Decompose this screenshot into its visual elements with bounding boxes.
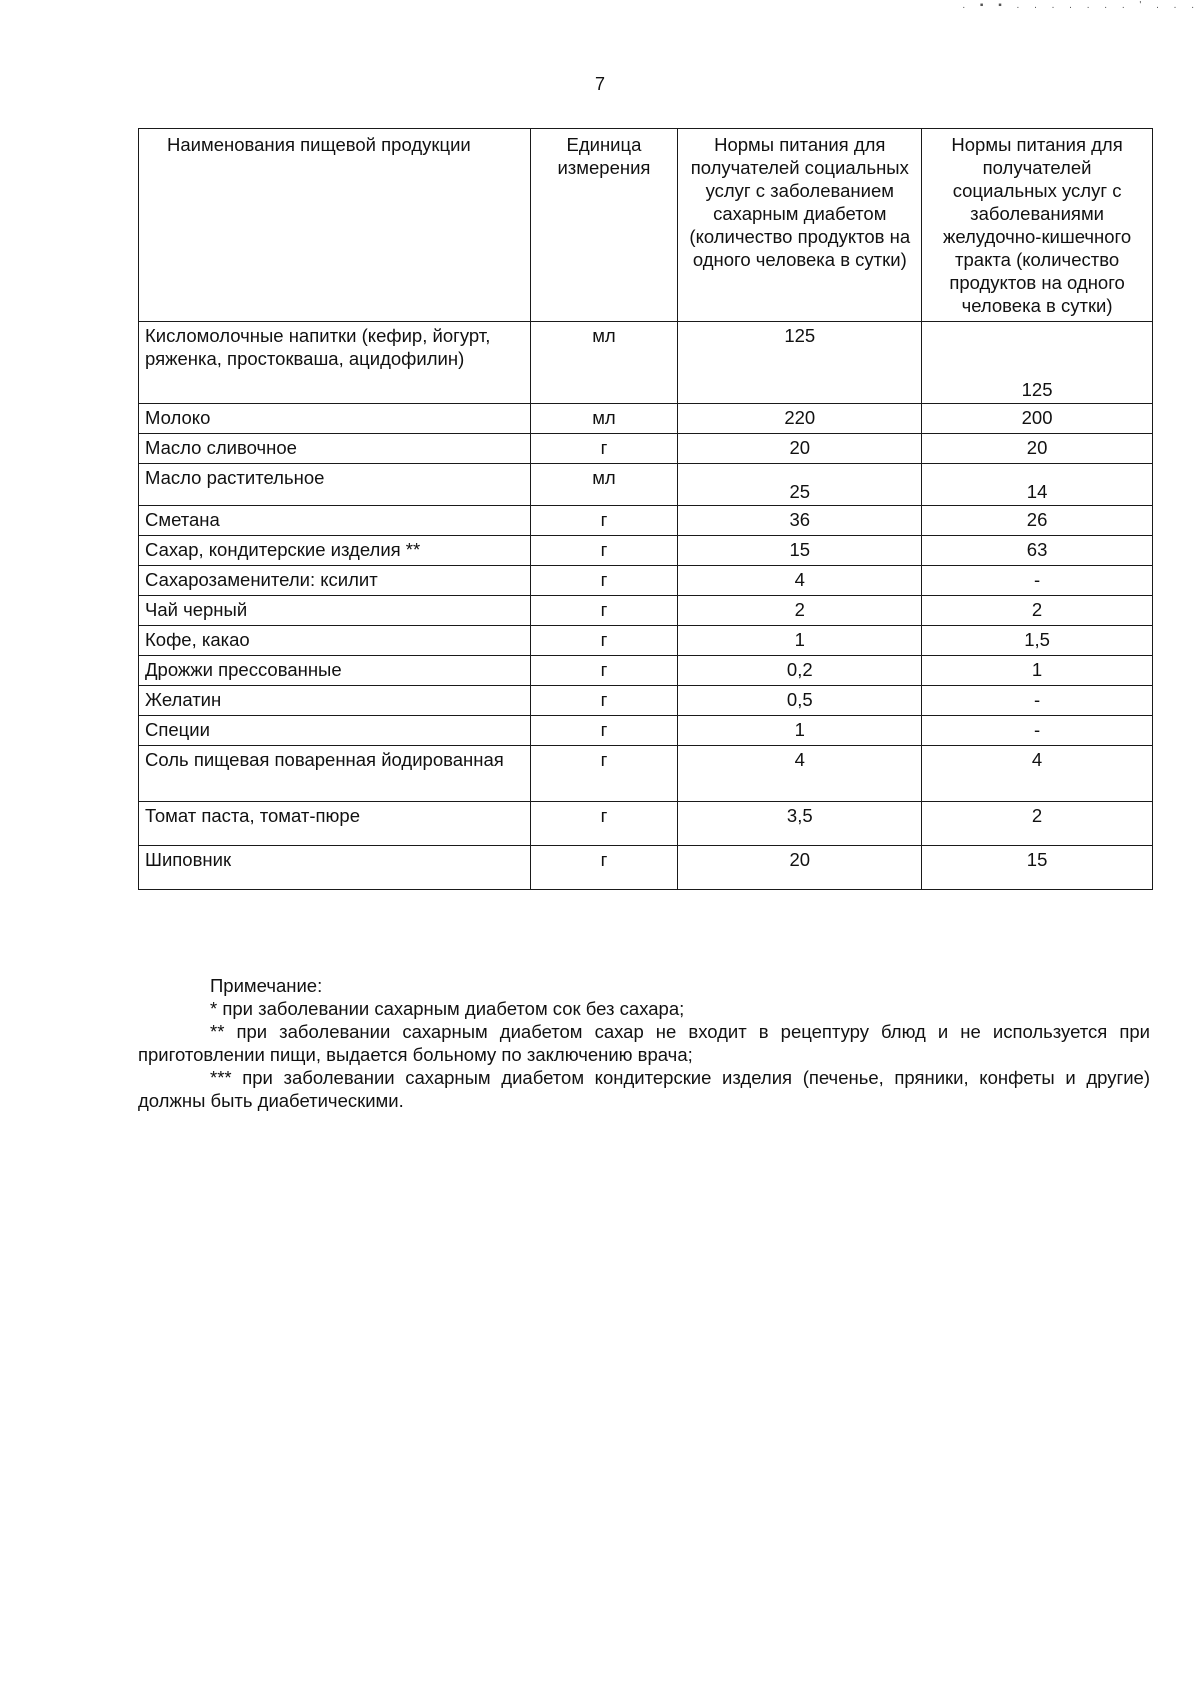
unit-cell: мл xyxy=(530,404,678,434)
unit-cell: мл xyxy=(530,464,678,506)
table-row xyxy=(139,626,1153,656)
unit-cell: г xyxy=(530,846,678,890)
product-name: Молоко xyxy=(139,404,531,434)
product-name: Специи xyxy=(139,716,531,746)
unit-cell: г xyxy=(530,566,678,596)
nutrition-norms-table xyxy=(138,128,1153,890)
page-number: 7 xyxy=(594,74,605,94)
table-row xyxy=(139,846,1153,890)
gi-value: 1,5 xyxy=(922,626,1153,656)
gi-value: 20 xyxy=(922,434,1153,464)
unit-cell: г xyxy=(530,746,678,802)
header-gi-norm: Нормы питания для получателей социальных услуг с заболеваниями желудочно-кишечного тракта (количество продуктов на одного человека в сутки) xyxy=(922,129,1153,322)
gi-value: 14 xyxy=(922,464,1153,506)
gi-value: 125 xyxy=(922,322,1153,404)
diabetes-value: 15 xyxy=(678,536,922,566)
unit-cell: г xyxy=(530,506,678,536)
product-name: Сахар, кондитерские изделия ** xyxy=(139,536,531,566)
table-row xyxy=(139,322,1153,404)
product-name: Чай черный xyxy=(139,596,531,626)
table-row xyxy=(139,566,1153,596)
diabetes-value: 20 xyxy=(678,846,922,890)
diabetes-value: 0,2 xyxy=(678,656,922,686)
table-row xyxy=(139,656,1153,686)
table-row xyxy=(139,686,1153,716)
diabetes-value: 25 xyxy=(678,464,922,506)
table-row xyxy=(139,716,1153,746)
product-name: Кисломолочные напитки (кефир, йогурт, ряженка, простокваша, ацидофилин) xyxy=(139,322,531,404)
gi-value: 2 xyxy=(922,802,1153,846)
product-name: Соль пищевая поваренная йодированная xyxy=(139,746,531,802)
gi-value: 200 xyxy=(922,404,1153,434)
table-row xyxy=(139,536,1153,566)
product-name: Кофе, какао xyxy=(139,626,531,656)
diabetes-value: 36 xyxy=(678,506,922,536)
table-row xyxy=(139,506,1153,536)
gi-value: 63 xyxy=(922,536,1153,566)
scan-artifact: . ▪ ▪ . . . . . . . ' . . . xyxy=(962,0,1200,11)
header-diabetes-norm: Нормы питания для получателей социальных услуг с заболеванием сахарным диабетом (количество продуктов на одного человека в сутки) xyxy=(678,129,922,322)
header-product-name: Наименования пищевой продукции xyxy=(139,129,531,322)
notes-title: Примечание: xyxy=(210,975,323,996)
diabetes-value: 4 xyxy=(678,566,922,596)
gi-value: - xyxy=(922,566,1153,596)
unit-cell: г xyxy=(530,626,678,656)
gi-value: 15 xyxy=(922,846,1153,890)
diabetes-value: 2 xyxy=(678,596,922,626)
diabetes-value: 0,5 xyxy=(678,686,922,716)
diabetes-value: 125 xyxy=(678,322,922,404)
table-row xyxy=(139,746,1153,802)
unit-cell: г xyxy=(530,596,678,626)
unit-cell: г xyxy=(530,656,678,686)
unit-cell: г xyxy=(530,686,678,716)
product-name: Дрожжи прессованные xyxy=(139,656,531,686)
diabetes-value: 4 xyxy=(678,746,922,802)
table-row xyxy=(139,434,1153,464)
unit-cell: г xyxy=(530,434,678,464)
unit-cell: г xyxy=(530,802,678,846)
diabetes-value: 220 xyxy=(678,404,922,434)
table-row xyxy=(139,802,1153,846)
unit-cell: мл xyxy=(530,322,678,404)
table-row xyxy=(139,596,1153,626)
product-name: Желатин xyxy=(139,686,531,716)
product-name: Масло сливочное xyxy=(139,434,531,464)
diabetes-value: 1 xyxy=(678,716,922,746)
product-name: Шиповник xyxy=(139,846,531,890)
note-item: ** при заболевании сахарным диабетом сахар не входит в рецептуру блюд и не используется при приготовлении пищи, выдается больному по заключению врача; xyxy=(138,1021,1150,1065)
diabetes-value: 20 xyxy=(678,434,922,464)
product-name: Сахарозаменители: ксилит xyxy=(139,566,531,596)
gi-value: 1 xyxy=(922,656,1153,686)
diabetes-value: 3,5 xyxy=(678,802,922,846)
gi-value: - xyxy=(922,686,1153,716)
gi-value: 4 xyxy=(922,746,1153,802)
gi-value: 26 xyxy=(922,506,1153,536)
gi-value: - xyxy=(922,716,1153,746)
table-row xyxy=(139,404,1153,434)
table-row xyxy=(139,464,1153,506)
notes-section xyxy=(138,974,1150,1112)
note-item: * при заболевании сахарным диабетом сок без сахара; xyxy=(210,998,685,1019)
table-header-row xyxy=(139,129,1153,322)
header-unit: Единица измерения xyxy=(530,129,678,322)
product-name: Масло растительное xyxy=(139,464,531,506)
unit-cell: г xyxy=(530,716,678,746)
note-item: *** при заболевании сахарным диабетом кондитерские изделия (печенье, пряники, конфеты и другие) должны быть диабетическими. xyxy=(138,1067,1150,1111)
product-name: Сметана xyxy=(139,506,531,536)
unit-cell: г xyxy=(530,536,678,566)
product-name: Томат паста, томат-пюре xyxy=(139,802,531,846)
gi-value: 2 xyxy=(922,596,1153,626)
diabetes-value: 1 xyxy=(678,626,922,656)
